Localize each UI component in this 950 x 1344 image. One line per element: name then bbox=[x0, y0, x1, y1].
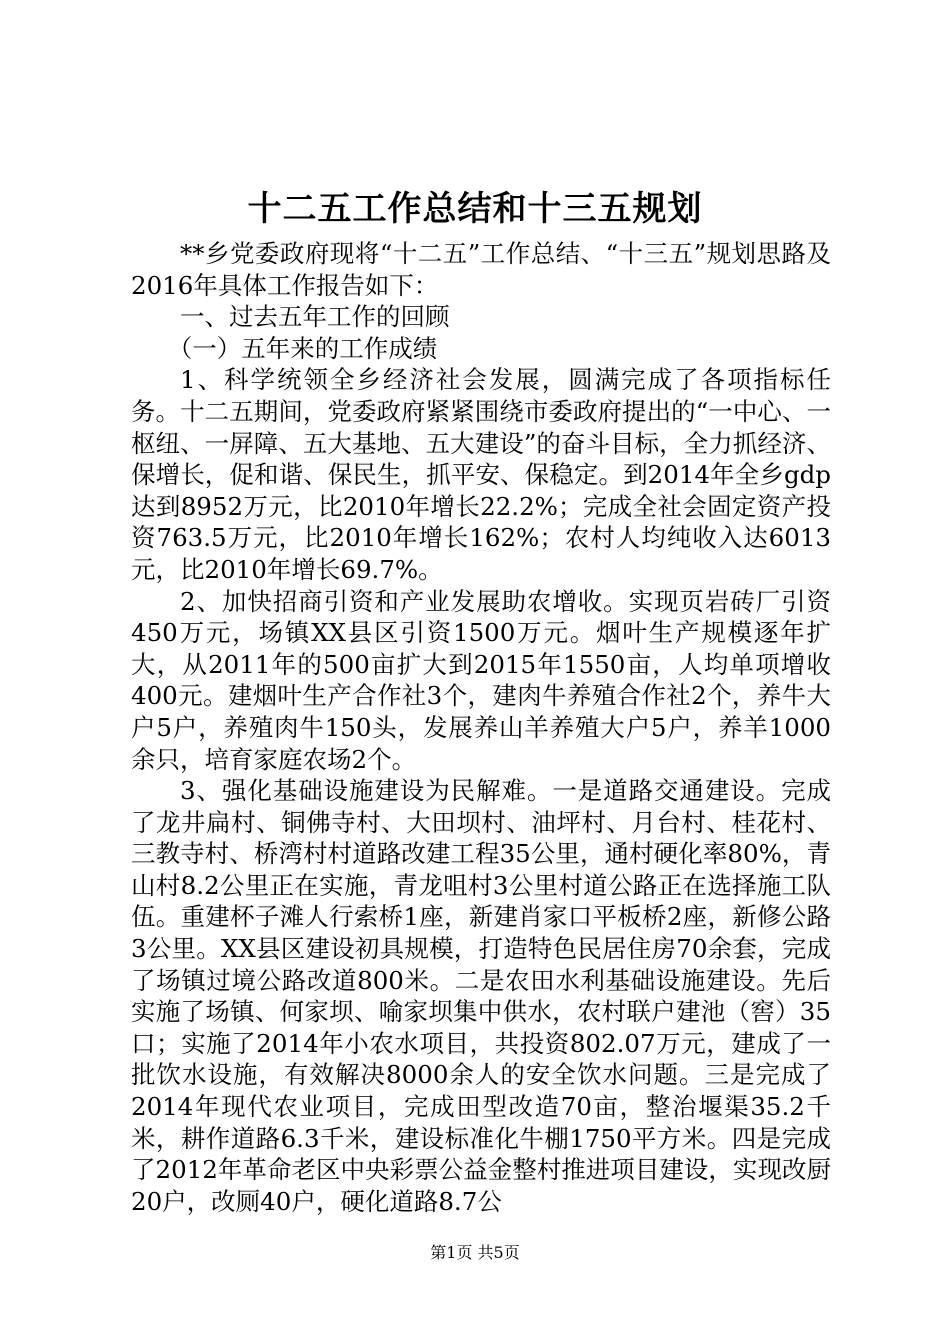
body-paragraph: 3、强化基础设施建设为民解难。一是道路交通建设。完成了龙井扁村、铜佛寺村、大田坝村、油坪村、月台村、桂花村、三教寺村、桥湾村村道路改建工程35公里，通村硬化率80%，青山村8.2公里正在实施，青龙咀村3公里村道公路正在选择施工队伍。重建杯子滩人行索桥1座，新建肖家口平板桥2座，新修公路3公里。XX县区建设初具规模，打造特色民居住房70余套，完成了场镇过境公路改道800米。二是农田水利基础设施建设。先后实施了场镇、何家坝、喻家坝集中供水，农村联户建池（窖）35口；实施了2014年小农水项目，共投资802.07万元，建成了一批饮水设施，有效解决8000余人的安全饮水问题。三是完成了2014年现代农业项目，完成田型改造70亩，整治堰渠35.2千米，耕作道路6.3千米，建设标准化牛棚1750平方米。四是完成了2012年革命老区中央彩票公益金整村推进项目建设，实现改厨20户，改厕40户，硬化道路8.7公 bbox=[131, 776, 831, 1216]
page-footer: 第1页 共5页 bbox=[430, 1243, 520, 1262]
section-heading: 一、过去五年工作的回顾 bbox=[180, 302, 450, 332]
body-paragraph: 1、科学统领全乡经济社会发展，圆满完成了各项指标任务。十二五期间，党委政府紧紧围绕市委政府提出的“一中心、一枢纽、一屏障、五大基地、五大建设”的奋斗目标，全力抓经济、保增长，促和谐、保民生，抓平安、保稳定。到2014年全乡gdp达到8952万元，比2010年增长22.2%；完成全社会固定资产投资763.5万元，比2010年增长162%；农村人均纯收入达6013元，比2010年增长69.7%。 bbox=[131, 365, 831, 584]
intro-paragraph: **乡党委政府现将“十二五”工作总结、“十三五”规划思路及2016年具体工作报告如下： bbox=[131, 239, 831, 300]
document-title: 十二五工作总结和十三五规划 bbox=[247, 189, 703, 229]
document-body bbox=[131, 238, 831, 1217]
subsection-heading: （一）五年来的工作成绩 bbox=[167, 333, 438, 363]
body-paragraph: 2、加快招商引资和产业发展助农增收。实现页岩砖厂引资450万元，场镇XX县区引资1500万元。烟叶生产规模逐年扩大，从2011年的500亩扩大到2015年1550亩，人均单项增收400元。建烟叶生产合作社3个，建肉牛养殖合作社2个，养牛大户5户，养殖肉牛150头，发展养山羊养殖大户5户，养羊1000余只，培育家庭农场2个。 bbox=[131, 586, 831, 774]
